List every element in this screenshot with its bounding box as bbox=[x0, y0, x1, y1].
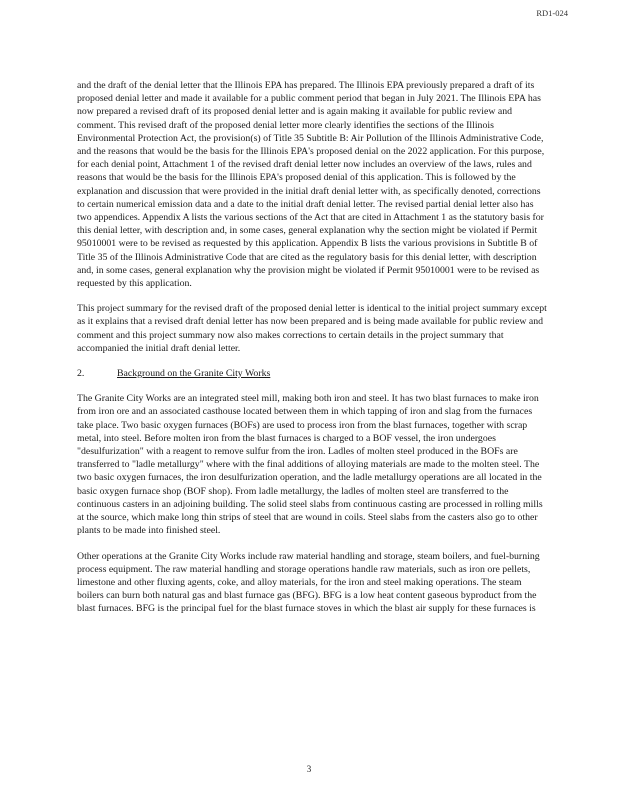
page-number: 3 bbox=[306, 764, 312, 774]
document-body bbox=[77, 79, 547, 628]
section-heading bbox=[77, 367, 547, 380]
section-number: 2. bbox=[77, 368, 85, 380]
page-identifier: RD1-024 bbox=[536, 8, 568, 18]
section-title: Background on the Granite City Works bbox=[117, 368, 271, 380]
paragraph-other-operations: Other operations at the Granite City Works include raw material handling and storage, steam boilers, and fuel-burning process equipment. The raw material handling and storage operations handle raw materials, such as iron ore pellets, limestone and other fluxing agents, coke, and alloy materials, for the iron and steel making operations. The steam boilers can burn both natural gas and blast furnace gas (BFG). BFG is a low heat content gaseous byproduct from the blast furnaces. BFG is the principal fuel for the blast furnace stoves in which the blast air supply for these furnaces is bbox=[77, 550, 540, 615]
paragraph-intro-continued: and the draft of the denial letter that the Illinois EPA has prepared. The Illinois EPA previously prepared a draft of its proposed denial letter and made it available for a public comment period that began in July 2021. The Illinois EPA has now prepared a revised draft of its proposed denial letter and is again making it available for public review and comment. This revised draft of the proposed denial letter more clearly identifies the sections of the Illinois Environmental Protection Act, the provision(s) of Title 35 Subtitle B: Air Pollution of the Illinois Administrative Code, and the reasons that would be the basis for the Illinois EPA's proposed denial on the 2022 application. For this purpose, for each denial point, Attachment 1 of the revised draft denial letter now includes an overview of the laws, rules and reasons that would be the basis for the Illinois EPA's proposed denial of this application. This is followed by the explanation and discussion that were provided in the initial draft denial letter with, as specifically denoted, corrections to certain numerical emission data and a date to the initial draft denial letter. The revised partial denial letter also has two appendices. Appendix A lists the various sections of the Act that are cited in Attachment 1 as the statutory basis for this denial letter, with description and, in some cases, general explanation why the section might be violated if Permit 95010001 were to be revised as requested by this application. Appendix B lists the various provisions in Subtitle B of Title 35 of the Illinois Administrative Code that are cited as the regulatory basis for this denial letter, with description and, in some cases, general explanation why the provision might be violated if Permit 95010001 were to be revised as requested by this application. bbox=[77, 80, 545, 290]
paragraph-granite-city-overview: The Granite City Works are an integrated steel mill, making both iron and steel. It has two blast furnaces to make iron from iron ore and an associated casthouse located between them in which tapping of iron and slag from the furnaces take place. Two basic oxygen furnaces (BOFs) are used to process iron from the blast furnaces, together with scrap metal, into steel. Before molten iron from the blast furnaces is charged to a BOF vessel, the iron undergoes "desulfurization" with a reagent to remove sulfur from the iron. Ladles of molten steel produced in the BOFs are transferred to "ladle metallurgy" where with the final additions of alloying materials are made to the molten steel. The two basic oxygen furnaces, the iron desulfurization operation, and the ladle metallurgy operations are all located in the basic oxygen furnace shop (BOF shop). From ladle metallurgy, the ladles of molten steel are transferred to the continuous casters in an adjoining building. The solid steel slabs from continuous casting are processed in rolling mills at the source, which make long thin strips of steel that are wound in coils. Steel slabs from the casters also go to other plants to be made into finished steel. bbox=[77, 393, 543, 537]
paragraph-summary-note: This project summary for the revised draft of the proposed denial letter is identical to the initial project summary except as it explains that a revised draft denial letter has now been prepared and is being made available for public review and comment and this project summary now also makes corrections to certain details in the project summary that accompanied the initial draft denial letter. bbox=[77, 303, 547, 354]
